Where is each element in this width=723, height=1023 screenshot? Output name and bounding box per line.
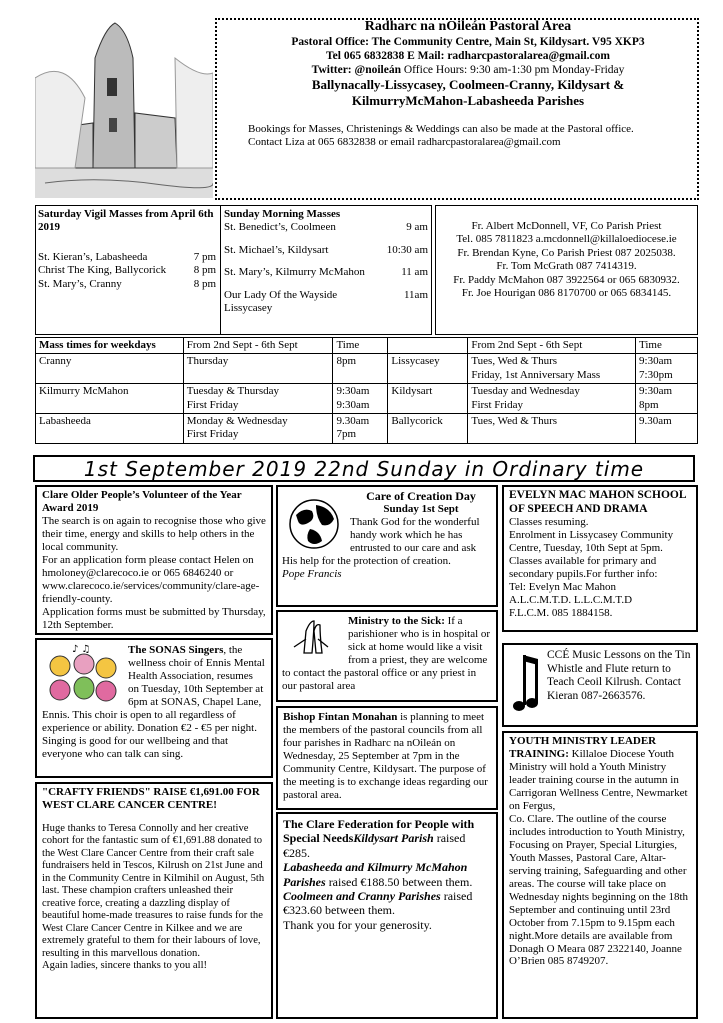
sunday-row: St. Benedict’s, Coolmeen 9 am — [224, 221, 428, 234]
sonas-box — [35, 638, 273, 778]
evelyn-drama-box — [502, 485, 698, 632]
office-hours: Office Hours: 9:30 am-1:30 pm Monday-Friday — [403, 64, 625, 77]
creation-body: Thank God for the wonderful handy work which he has entrusted to our care and ask His help for the protection of creation. — [282, 516, 480, 568]
youth-ministry-box — [502, 731, 698, 1019]
sunday-row: St. Michael’s, Kildysart 10:30 am — [224, 243, 428, 256]
office-contact: Tel 065 6832838 E Mail: radharcpastoralarea@gmail.com — [326, 50, 610, 63]
care-of-creation-box — [276, 485, 498, 607]
federation-box — [276, 812, 498, 1019]
sunday-masses — [224, 208, 428, 315]
sunday-row: Our Lady Of the Wayside Lissycasey 11am — [224, 288, 428, 315]
clergy-line: Fr. Joe Hourigan 086 8170700 or 065 6834145. — [461, 287, 672, 300]
bishop-title: Bishop Fintan Monahan — [283, 711, 398, 723]
sunday-heading: Sunday Morning Masses — [224, 208, 341, 220]
sick-title: Ministry to the Sick: — [348, 615, 445, 627]
church-illustration — [35, 18, 213, 198]
clergy-line: Fr. Paddy McMahon 087 3922564 or 065 6830932. — [453, 273, 680, 286]
crafty-body: Huge thanks to Teresa Connolly and her creative cohort for the fantastic sum of €1,691.88 donated to the West Clare Cancer Centre from their craft sale fundraisers held in Tescos, Kilrush on 21st June and in the Community Centre in Kilmihil on August, 5th last. These champion crafters unleashed their creative force, creating a dazzling display of beautiful home-made treasures to raise funds for the West Clare Cancer Centre in Kilkee and we are extremely grateful to them for their labours of love, resulting in this marvellous donation. Again ladies, sincere thanks to you all! — [42, 822, 265, 972]
clergy-line: Fr. Tom McGrath 087 7414319. — [496, 260, 637, 273]
header-text — [218, 18, 718, 198]
volunteer-title: Clare Older People’s Volunteer of the Year Award 2019 — [42, 489, 242, 514]
federation-parish-3: Coolmeen and Cranny Parishes — [283, 888, 441, 903]
federation-thanks: Thank you for your generosity. — [283, 917, 432, 932]
saturday-row: Christ The King, Ballycorick 8 pm — [38, 264, 216, 277]
bookings-line-1: Bookings for Masses, Christenings & Weddings can also be made at the Pastoral office. — [248, 122, 634, 135]
table-row: Labasheeda Monday & Wednesday First Friday 9.30am 7pm Ballycorick Tues, Wed & Thurs 9.30am — [36, 414, 698, 444]
globe-icon — [286, 497, 342, 551]
volunteer-body: The search is on again to recognise those who give their time, energy and skills to help others in the local community. For an application form please contact Helen on hmoloney@clarecoco.ie or 065 6846240 or www.clarecoco.ie/services/community/clare-age-friendly-county. Application forms must be submitted by Thursday, 12th September. — [42, 514, 266, 631]
youth-title: YOUTH MINISTRY LEADER TRAINING: — [509, 735, 657, 760]
ministry-sick-box — [276, 610, 498, 702]
praying-hands-icon — [284, 617, 340, 655]
bookings-line-2: Contact Liza at 065 6832838 or email radharcpastoralarea@gmail.com — [248, 136, 561, 149]
saturday-masses — [38, 208, 216, 291]
federation-parish-2: Labasheeda and Kilmurry McMahon Parishes — [283, 860, 468, 889]
pastoral-area-title: Radharc na nOileán Pastoral Area — [364, 19, 572, 34]
federation-amount-2: raised €188.50 between them. — [325, 874, 473, 889]
music-body: CCÉ Music Lessons on the Tin Whistle and Flute return to Teach Ceoil Kilrush. Contact Kieran 087-2663576. — [547, 649, 691, 702]
evelyn-body: Classes resuming. Enrolment in Lissycasey Community Centre, Tuesday, 10th Sept at 5pm. Classes available for primary and secondary pupils.For further info: Tel: Evelyn Mac Mahon A.L.C.M.T.D. L.L.C.M.T.D F.L.C.M. 085 1884158. — [509, 516, 674, 619]
sunday-row: St. Mary’s, Kilmurry McMahon 11 am — [224, 266, 428, 279]
clergy-line: Tel. 085 7811823 a.mcdonnell@killaloediocese.ie — [456, 233, 677, 246]
saturday-row: St. Kieran’s, Labasheeda 7 pm — [38, 250, 216, 263]
church-ruin-icon — [35, 18, 213, 198]
singers-image — [42, 644, 124, 702]
office-hours-line — [218, 63, 718, 77]
saturday-row: St. Mary’s, Cranny 8 pm — [38, 277, 216, 290]
twitter-handle: Twitter: @noileán — [311, 64, 401, 77]
table-row: Cranny Thursday 8pm Lissycasey Tues, Wed & Thurs Friday, 1st Anniversary Mass 9:30am 7:30pm — [36, 354, 698, 384]
weekday-mass-table — [35, 337, 698, 444]
office-address: Pastoral Office: The Community Centre, Main St, Kildysart. V95 XKP3 — [291, 36, 645, 49]
clergy-line: Fr. Albert McDonnell, VF, Co Parish Priest — [471, 220, 662, 232]
sunday-banner: 1st September 2019 22nd Sunday in Ordinary time — [33, 455, 695, 482]
saturday-heading: Saturday Vigil Masses from April 6th 2019 — [38, 208, 214, 234]
federation-amount-1: raised €285. — [283, 831, 466, 860]
sonas-body: , the wellness choir of Ennis Mental Health Association, resumes on Tuesday, 10th September at 6pm at SONAS, Chapel Lane, Ennis. This choir is open to all regardless of experience or ability. Donation €2 - €5 per night. Singing is good for our wellbeing and that everyone who can talk can sing. — [42, 644, 265, 760]
crafty-title: "CRAFTY FRIENDS" RAISE €1,691.00 FOR WEST CLARE CANCER CENTRE! — [42, 786, 260, 811]
clergy-line: Fr. Brendan Kyne, Co Parish Priest 087 2025038. — [457, 246, 676, 259]
creation-subtitle: Sunday 1st Sept — [383, 503, 459, 516]
sonas-title: The SONAS Singers — [128, 644, 224, 656]
volunteer-award-box — [35, 485, 273, 635]
music-note-icon — [511, 651, 541, 715]
federation-amount-3: raised €323.60 between them. — [283, 888, 473, 918]
federation-parish-1: Kildysart Parish — [353, 831, 434, 846]
table-header-row: Mass times for weekdays From 2nd Sept - 6th Sept Time From 2nd Sept - 6th Sept Time — [36, 338, 698, 354]
creation-title: Care of Creation Day — [366, 489, 476, 503]
federation-title: The Clare Federation for People with Special Needs — [283, 817, 475, 846]
parishes-line-2: KilmurryMcMahon-Labasheeda Parishes — [351, 92, 585, 108]
clergy-box — [435, 205, 698, 335]
bishop-meeting-box — [276, 706, 498, 810]
svg-text:♪ ♫: ♪ ♫ — [72, 644, 91, 655]
music-lessons-box — [502, 643, 698, 727]
singers-icon — [42, 644, 124, 702]
table-row: Kilmurry McMahon Tuesday & Thursday First Friday 9:30am 9:30am Kildysart Tuesday and Wednesday First Friday 9:30am 8pm — [36, 384, 698, 414]
sick-body: If a parishioner who is in hospital or sick at home would like a visit from a priest, they are welcome to contact the pastoral office or any priest in our pastoral area — [282, 615, 491, 692]
bishop-body: is planning to meet the members of the pastoral councils from all four parishes in Radharc na nOileán on Wednesday, 25 September at 7pm in the Community Centre, Kildysart. The purpose of the meeting is to exchange ideas regarding our pastoral area. — [283, 711, 488, 801]
evelyn-title: EVELYN MAC MAHON SCHOOL OF SPEECH AND DRAMA — [509, 489, 686, 515]
youth-body: Killaloe Diocese Youth Ministry will hold a Youth Ministry leader training course in the autumn in Carrigoran Wellness Centre, Newmarket on Fergus, Co. Clare. The outline of the course includes introduction to Youth Ministry, Focusing on Prayer, Special Liturgies, Youth Masses, Pastoral Care, Altar-serving training, Safeguarding and other areas. The course will take place on Wednesday nights beginning on the 18th September and continuing until 23rd October from 7.15pm to 9.15pm each night.More details are available from Donagh O Meara 087 2322140, Joanne O’Brien 085 8749207. — [509, 747, 689, 968]
parishes-line-1: Ballynacally-Lissycasey, Coolmeen-Cranny, Kildysart & — [311, 77, 625, 93]
creation-signature: Pope Francis — [282, 568, 342, 580]
crafty-friends-box — [35, 782, 273, 1019]
